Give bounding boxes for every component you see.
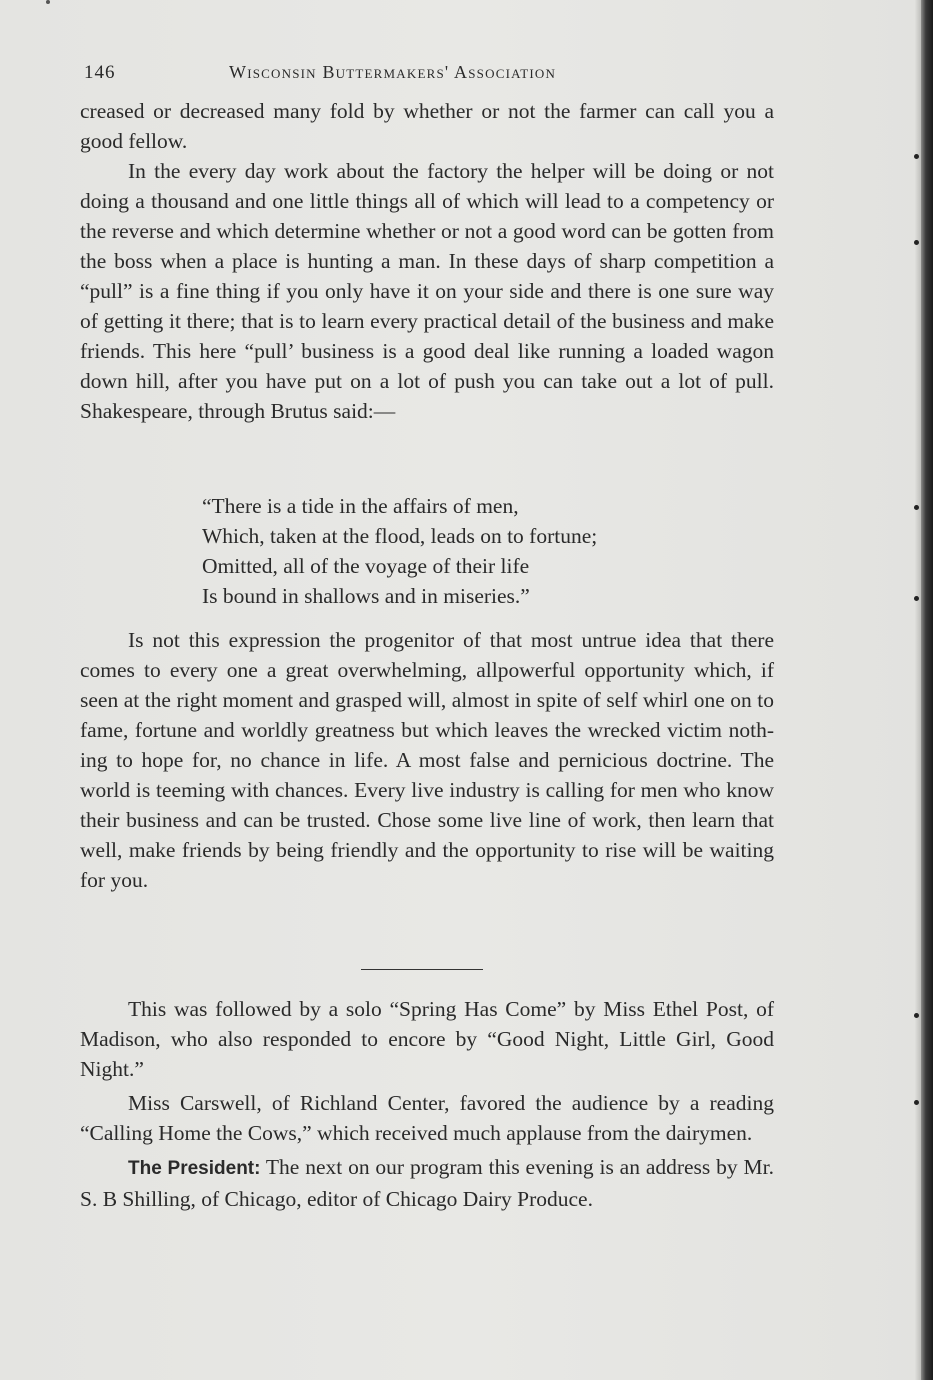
page-header <box>84 60 774 88</box>
text-block-top <box>80 96 774 426</box>
text-block-middle <box>80 625 774 895</box>
running-head: Wisconsin Buttermakers' Association <box>229 62 557 82</box>
margin-speck <box>914 596 919 601</box>
ink-speck <box>46 0 50 4</box>
page-number: 146 <box>84 62 116 83</box>
margin-speck <box>914 505 919 510</box>
paragraph-opportunity: Is not this expression the progenitor of that most untrue idea that there comes to every one a great overwhelming, allpowerful opportunity which, if seen at the right moment and grasped will, almost in spite of self whirl one on to fame, fortune and worldly greatness but which leaves the wrecked victim nothing to hope for, no chance in life. A most false and pernicious doctrine. The world is teeming with chances. Every live industry is calling for men who know their business and can be trusted. Chose some live line of work, then learn that well, make friends by being friendly and the opportunity to rise will be waiting for you. <box>80 628 774 892</box>
speaker-label: The President: <box>128 1158 261 1179</box>
paragraph-solo: This was followed by a solo “Spring Has Come” by Miss Ethel Post, of Madison, who also responded to encore by “Good Night, Little Girl, Good Night.” <box>80 997 774 1081</box>
paragraph-reading: Miss Carswell, of Richland Center, favored the audience by a reading “Calling Home the Cows,” which received much applause from the dairymen. <box>80 1091 774 1145</box>
margin-speck <box>914 154 919 159</box>
paragraph-helper: In the every day work about the factory the helper will be doing or not doing a thousand and one little things all of which will lead to a competency or the reverse and which determine whether or not a good word can be gotten from the boss when a place is hunting a man. In these days of sharp competition a “pull” is a fine thing if you only have it on your side and there is one sure way of getting it there; that is to learn every practical detail of the business and make friends. This here “pull’ business is a good deal like running a loaded wagon down hill, after you have put on a lot of push you can take out a lot of pull. Shakespeare, through Brutus said:— <box>80 159 774 423</box>
verse-line: “There is a tide in the affairs of men, <box>202 494 519 518</box>
binding-edge <box>921 0 933 1380</box>
section-divider <box>361 969 483 970</box>
margin-speck <box>914 240 919 245</box>
margin-speck <box>914 1013 919 1018</box>
verse-line: Which, taken at the flood, leads on to fortune; <box>202 524 598 548</box>
margin-speck <box>914 1100 919 1105</box>
paragraph-president <box>80 1152 774 1214</box>
shakespeare-quote <box>202 491 762 611</box>
president-remarks: The next on our program this evening is an address by Mr. S. B Shilling, of Chicago, editor of Chicago Dairy Produce. <box>80 1155 774 1211</box>
paragraph-continued: creased or decreased many fold by whether or not the farmer can call you a good fellow. <box>80 99 774 153</box>
verse-line: Omitted, all of the voyage of their life <box>202 554 530 578</box>
text-block-bottom <box>80 994 774 1214</box>
verse-line: Is bound in shallows and in miseries.” <box>202 584 530 608</box>
